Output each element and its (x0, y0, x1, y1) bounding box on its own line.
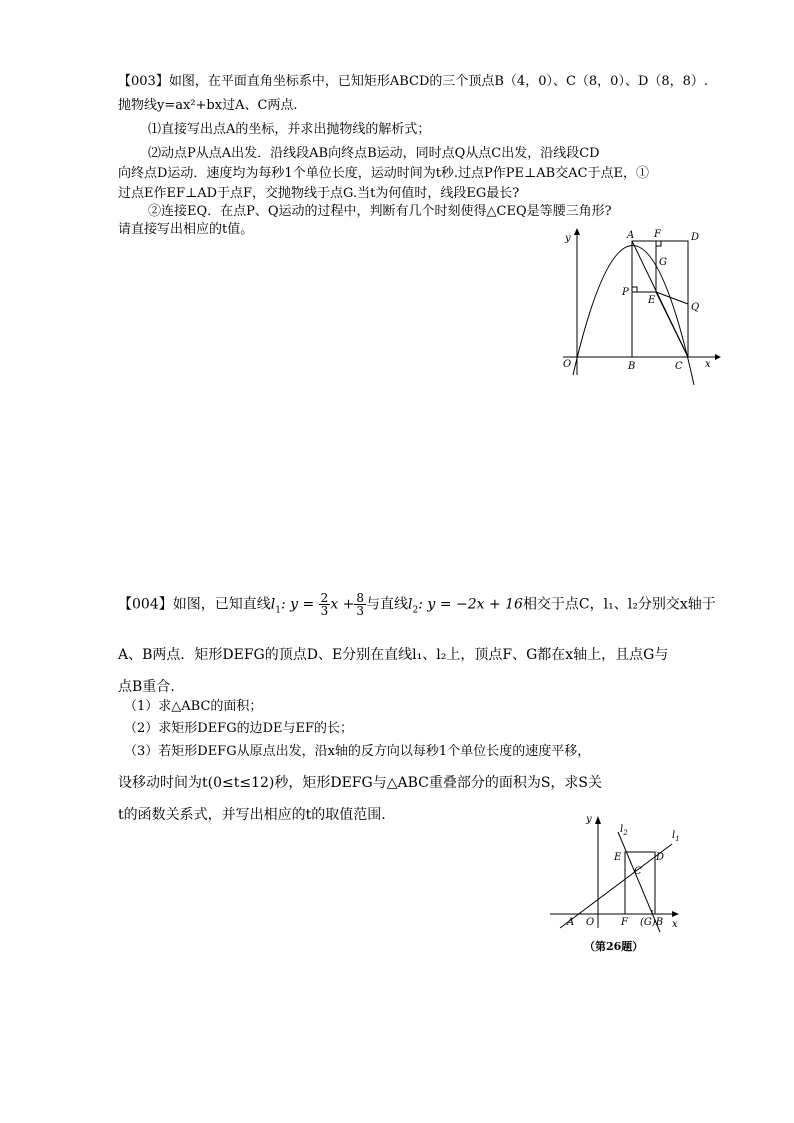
p004-line7: 设移动时间为t(0≤t≤12)秒，矩形DEFG与△ABC重叠部分的面积为S，求S关 (118, 775, 603, 791)
fig003-label-c: C (675, 361, 683, 372)
p003-line1: 【003】如图，在平面直角坐标系中，已知矩形ABCD的三个顶点B（4，0）、C（8，0）、D（8，8）. (118, 74, 709, 89)
p004-head: 【004】如图，已知直线 (118, 596, 271, 613)
p004-line3: 点B重合. (118, 679, 175, 695)
fig004-label-a: A (567, 917, 575, 928)
p004-frac1-num: 2 (320, 591, 329, 605)
fig003-label-d: D (691, 232, 700, 243)
p004-q1: （1）求△ABC的面积； (124, 699, 263, 714)
p003-line6: 过点E作EF⊥AD于点F，交抛物线于点G.当t为何值时，线段EG最长? (118, 186, 520, 201)
p004-l2-join: 与直线 (366, 596, 409, 613)
fig004-label-l1: $l_1$ (672, 830, 680, 843)
fig003-label-g: G (659, 257, 667, 268)
fig004-label-f: F (621, 917, 628, 928)
p004-frac2-num: 8 (356, 591, 365, 605)
p003-line5: 向终点D运动．速度均为每秒1个单位长度，运动时间为t秒.过点P作PE⊥AB交AC于点E，① (118, 166, 650, 181)
fig003-label-a: A (627, 230, 635, 241)
p003-line2: 抛物线y=ax²+bx过A、C两点. (118, 98, 298, 113)
fig003-label-f: F (654, 229, 661, 240)
p004-frac2 (354, 592, 366, 617)
fig004-label-e: E (614, 852, 622, 863)
figure-003 (555, 225, 730, 385)
p004-l1-sub: 1 (275, 605, 281, 616)
fig004-label-l2: $l_2$ (620, 824, 628, 837)
p004-frac1-den: 3 (320, 604, 329, 618)
fig004-label-o: O (586, 917, 595, 928)
fig003-label-p: P (622, 287, 629, 298)
fig003-label-o: O (563, 359, 572, 370)
fig003-label-e: E (648, 295, 656, 306)
p004-l1-eq-pre: : y = (280, 596, 315, 613)
p004-l1-tail: 相交于点C，l₁、l₂分别交x轴于 (522, 596, 716, 613)
p003-line7: ②连接EQ．在点P、Q运动的过程中，判断有几个时刻使得△CEQ是等腰三角形? (148, 204, 612, 219)
p003-line3: ⑴直接写出点A的坐标，并求出抛物线的解析式； (148, 122, 431, 137)
p003-line8: 请直接写出相应的t值。 (118, 222, 254, 237)
fig003-label-y: y (565, 233, 571, 244)
p004-l1-name: l (270, 596, 276, 613)
fig003-label-q: Q (691, 302, 700, 313)
p004-line8: t的函数关系式，并写出相应的t的取值范围. (118, 807, 386, 823)
p004-line2: A、B两点．矩形DEFG的顶点D、E分别在直线l₁、l₂上，顶点F、G都在x轴上，且点G与 (118, 647, 669, 663)
fig004-label-gb: (G)B (640, 917, 664, 928)
p004-frac2-den: 3 (356, 604, 365, 618)
p003-line4: ⑵动点P从点A出发．沿线段AB向终点B运动，同时点Q从点C出发，沿线段CD (148, 146, 600, 161)
fig004-rect-defg (625, 852, 655, 914)
p004-l2-sub: 2 (412, 605, 419, 616)
fig004-label-y: y (586, 814, 592, 825)
fig004-label-c: C (634, 866, 642, 877)
p004-q3: （3）若矩形DEFG从原点出发，沿x轴的反方向以每秒1个单位长度的速度平移， (124, 744, 591, 759)
p004-line1 (118, 592, 716, 619)
fig004-label-d: D (656, 852, 665, 863)
fig004-label-x: x (672, 919, 678, 930)
fig003-label-x: x (705, 359, 711, 370)
p004-l2-name: l (408, 596, 413, 613)
p004-l2-eq: : y = −2x + 16 (418, 596, 523, 613)
p004-l1-x-plus: x + (330, 596, 355, 613)
figure-004 (548, 810, 688, 960)
p004-frac1 (319, 592, 331, 617)
fig003-label-b: B (628, 361, 636, 372)
p004-q2: （2）求矩形DEFG的边DE与EF的长； (124, 721, 354, 736)
fig004-caption: （第26题） (584, 940, 644, 953)
